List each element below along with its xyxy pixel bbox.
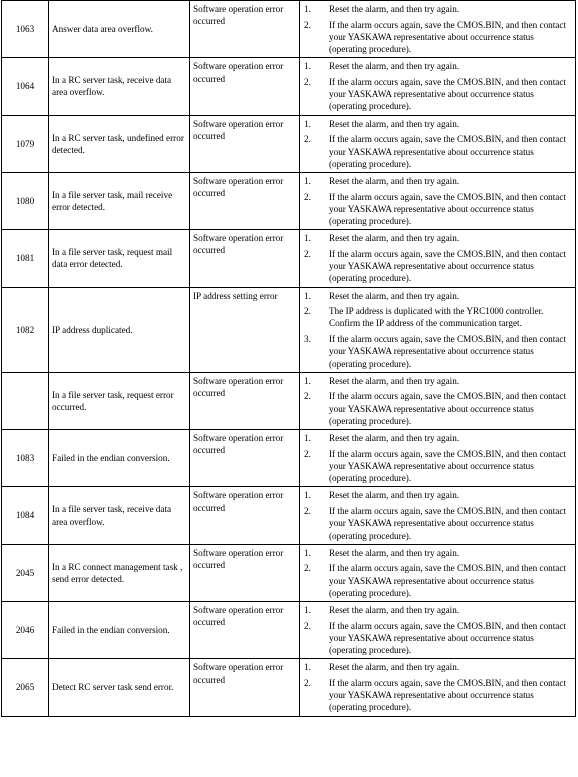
alarm-remedy: [300, 544, 576, 601]
table-row: [2, 287, 576, 372]
table-row: [2, 1, 576, 58]
alarm-remedy: [300, 172, 576, 229]
table-row: [2, 230, 576, 287]
remedy-step: [304, 604, 573, 616]
table-row: [2, 430, 576, 487]
step-number: 2.: [304, 506, 311, 517]
remedy-step: [304, 76, 573, 113]
table-row: [2, 172, 576, 229]
step-text: If the alarm occurs again, save the CMOS.BIN, and then contact your YASKAWA representative about occurrence status (operating procedure).: [329, 77, 567, 112]
step-text: Reset the alarm, and then try again.: [329, 490, 460, 501]
alarm-code: 1064: [2, 58, 49, 115]
remedy-step: [304, 489, 573, 501]
alarm-remedy: [300, 372, 576, 429]
alarm-code: 1063: [2, 1, 49, 58]
step-text: Reset the alarm, and then try again.: [329, 662, 460, 673]
alarm-message: In a RC server task, undefined error detected.: [49, 115, 190, 172]
table-row: [2, 602, 576, 659]
step-number: 2.: [304, 134, 311, 145]
alarm-cause: Software operation error occurred: [190, 602, 300, 659]
remedy-step: [304, 620, 573, 657]
alarm-cause: Software operation error occurred: [190, 1, 300, 58]
alarm-remedy: [300, 287, 576, 372]
remedy-step: [304, 448, 573, 485]
alarm-remedy: [300, 602, 576, 659]
table-row: [2, 115, 576, 172]
remedy-step: [304, 547, 573, 559]
remedy-step: [304, 432, 573, 444]
step-number: 2.: [304, 620, 311, 631]
step-text: If the alarm occurs again, save the CMOS.BIN, and then contact your YASKAWA representative about occurrence status (operating procedure).: [329, 620, 567, 656]
alarm-message: In a RC server task, receive data area overflow.: [49, 58, 190, 115]
alarm-remedy: [300, 230, 576, 287]
alarm-code: 1080: [2, 172, 49, 229]
remedy-step: [304, 677, 573, 714]
step-text: If the alarm occurs again, save the CMOS.BIN, and then contact your YASKAWA representative about occurrence status (operating procedure).: [329, 506, 567, 541]
remedy-step: [304, 232, 573, 244]
step-text: The IP address is duplicated with the YRC1000 controller. Confirm the IP address of the communication target.: [329, 306, 544, 329]
alarm-remedy: [300, 115, 576, 172]
step-number: 2.: [304, 678, 311, 689]
alarm-code: 1079: [2, 115, 49, 172]
alarm-cause: Software operation error occurred: [190, 230, 300, 287]
alarm-cause: Software operation error occurred: [190, 487, 300, 544]
remedy-step: [304, 19, 573, 56]
alarm-code: 2065: [2, 659, 49, 716]
alarm-cause: IP address setting error: [190, 287, 300, 372]
step-number: 1.: [304, 175, 311, 186]
step-number: 1.: [304, 61, 311, 72]
alarm-table-body: [2, 1, 576, 717]
remedy-step: [304, 248, 573, 285]
alarm-message: In a RC connect management task , send error detected.: [49, 544, 190, 601]
step-text: If the alarm occurs again, save the CMOS.BIN, and then contact your YASKAWA representative about occurrence status (operating procedure).: [329, 248, 567, 284]
step-number: 2.: [304, 391, 311, 402]
alarm-message: In a file server task, receive data area overflow.: [49, 487, 190, 544]
remedy-step: [304, 305, 573, 329]
step-number: 1.: [304, 662, 311, 673]
step-number: 2.: [304, 306, 311, 317]
step-number: 3.: [304, 334, 311, 345]
alarm-message: Failed in the endian conversion.: [49, 430, 190, 487]
step-number: 1.: [304, 118, 311, 129]
remedy-step: [304, 175, 573, 187]
step-text: Reset the alarm, and then try again.: [329, 433, 460, 444]
step-number: 1.: [304, 233, 311, 244]
remedy-step: [304, 505, 573, 542]
alarm-message: In a file server task, request error occurred.: [49, 372, 190, 429]
alarm-code: 1082: [2, 287, 49, 372]
step-number: 2.: [304, 19, 311, 30]
alarm-cause: Software operation error occurred: [190, 659, 300, 716]
alarm-cause: Software operation error occurred: [190, 58, 300, 115]
alarm-code: 1084: [2, 487, 49, 544]
step-text: Reset the alarm, and then try again.: [329, 175, 460, 186]
step-number: 1.: [304, 605, 311, 616]
alarm-code: 2045: [2, 544, 49, 601]
alarm-code: 1083: [2, 430, 49, 487]
table-row: [2, 659, 576, 716]
step-text: If the alarm occurs again, save the CMOS.BIN, and then contact your YASKAWA representative about occurrence status (operating procedure).: [329, 563, 567, 598]
step-text: Reset the alarm, and then try again.: [329, 118, 460, 129]
step-text: Reset the alarm, and then try again.: [329, 547, 460, 558]
remedy-step: [304, 333, 573, 370]
alarm-message: In a file server task, mail receive error detected.: [49, 172, 190, 229]
remedy-step: [304, 3, 573, 15]
alarm-remedy: [300, 430, 576, 487]
remedy-steps: [304, 375, 573, 427]
step-text: If the alarm occurs again, save the CMOS.BIN, and then contact your YASKAWA representative about occurrence status (operating procedure).: [329, 448, 567, 484]
remedy-steps: [304, 661, 573, 713]
remedy-step: [304, 375, 573, 387]
step-number: 1.: [304, 547, 311, 558]
step-number: 1.: [304, 375, 311, 386]
alarm-message: Detect RC server task send error.: [49, 659, 190, 716]
step-text: Reset the alarm, and then try again.: [329, 290, 460, 301]
alarm-cause: Software operation error occurred: [190, 115, 300, 172]
alarm-code: 1081: [2, 230, 49, 287]
step-text: Reset the alarm, and then try again.: [329, 61, 460, 72]
alarm-cause: Software operation error occurred: [190, 544, 300, 601]
table-row: [2, 487, 576, 544]
step-number: 2.: [304, 563, 311, 574]
step-text: If the alarm occurs again, save the CMOS.BIN, and then contact your YASKAWA representative about occurrence status (operating procedure).: [329, 391, 567, 426]
alarm-code: [2, 372, 49, 429]
remedy-step: [304, 191, 573, 228]
remedy-steps: [304, 232, 573, 284]
alarm-message: Failed in the endian conversion.: [49, 602, 190, 659]
alarm-message: Answer data area overflow.: [49, 1, 190, 58]
alarm-cause: Software operation error occurred: [190, 430, 300, 487]
table-row: [2, 372, 576, 429]
remedy-step: [304, 290, 573, 302]
remedy-steps: [304, 489, 573, 541]
alarm-remedy: [300, 58, 576, 115]
step-number: 1.: [304, 433, 311, 444]
table-row: [2, 58, 576, 115]
alarm-message: IP address duplicated.: [49, 287, 190, 372]
remedy-steps: [304, 60, 573, 112]
step-number: 2.: [304, 248, 311, 259]
step-number: 1.: [304, 290, 311, 301]
alarm-remedy: [300, 487, 576, 544]
step-text: Reset the alarm, and then try again.: [329, 605, 460, 616]
step-number: 2.: [304, 191, 311, 202]
remedy-steps: [304, 118, 573, 170]
remedy-step: [304, 661, 573, 673]
step-text: If the alarm occurs again, save the CMOS.BIN, and then contact your YASKAWA representative about occurrence status (operating procedure).: [329, 334, 567, 369]
step-text: Reset the alarm, and then try again.: [329, 233, 460, 244]
remedy-steps: [304, 3, 573, 55]
remedy-steps: [304, 604, 573, 656]
remedy-steps: [304, 547, 573, 599]
alarm-remedy: [300, 1, 576, 58]
step-number: 1.: [304, 4, 311, 14]
step-number: 2.: [304, 448, 311, 459]
step-text: Reset the alarm, and then try again.: [329, 375, 460, 386]
remedy-step: [304, 133, 573, 170]
alarm-remedy: [300, 659, 576, 716]
step-text: If the alarm occurs again, save the CMOS.BIN, and then contact your YASKAWA representative about occurrence status (operating procedure).: [329, 134, 567, 169]
step-text: If the alarm occurs again, save the CMOS.BIN, and then contact your YASKAWA representative about occurrence status (operating procedure).: [329, 191, 567, 227]
alarm-cause: Software operation error occurred: [190, 172, 300, 229]
alarm-table: [1, 0, 576, 717]
remedy-step: [304, 390, 573, 427]
alarm-code: 2046: [2, 602, 49, 659]
remedy-step: [304, 60, 573, 72]
remedy-steps: [304, 290, 573, 370]
table-row: [2, 544, 576, 601]
alarm-message: In a file server task, request mail data error detected.: [49, 230, 190, 287]
step-text: Reset the alarm, and then try again.: [329, 4, 460, 14]
remedy-step: [304, 118, 573, 130]
step-number: 2.: [304, 77, 311, 88]
step-number: 1.: [304, 490, 311, 501]
remedy-steps: [304, 432, 573, 484]
step-text: If the alarm occurs again, save the CMOS.BIN, and then contact your YASKAWA representative about occurrence status (operating procedure).: [329, 678, 567, 713]
remedy-steps: [304, 175, 573, 227]
alarm-cause: Software operation error occurred: [190, 372, 300, 429]
step-text: If the alarm occurs again, save the CMOS.BIN, and then contact your YASKAWA representative about occurrence status (operating procedure).: [329, 19, 567, 55]
remedy-step: [304, 562, 573, 599]
